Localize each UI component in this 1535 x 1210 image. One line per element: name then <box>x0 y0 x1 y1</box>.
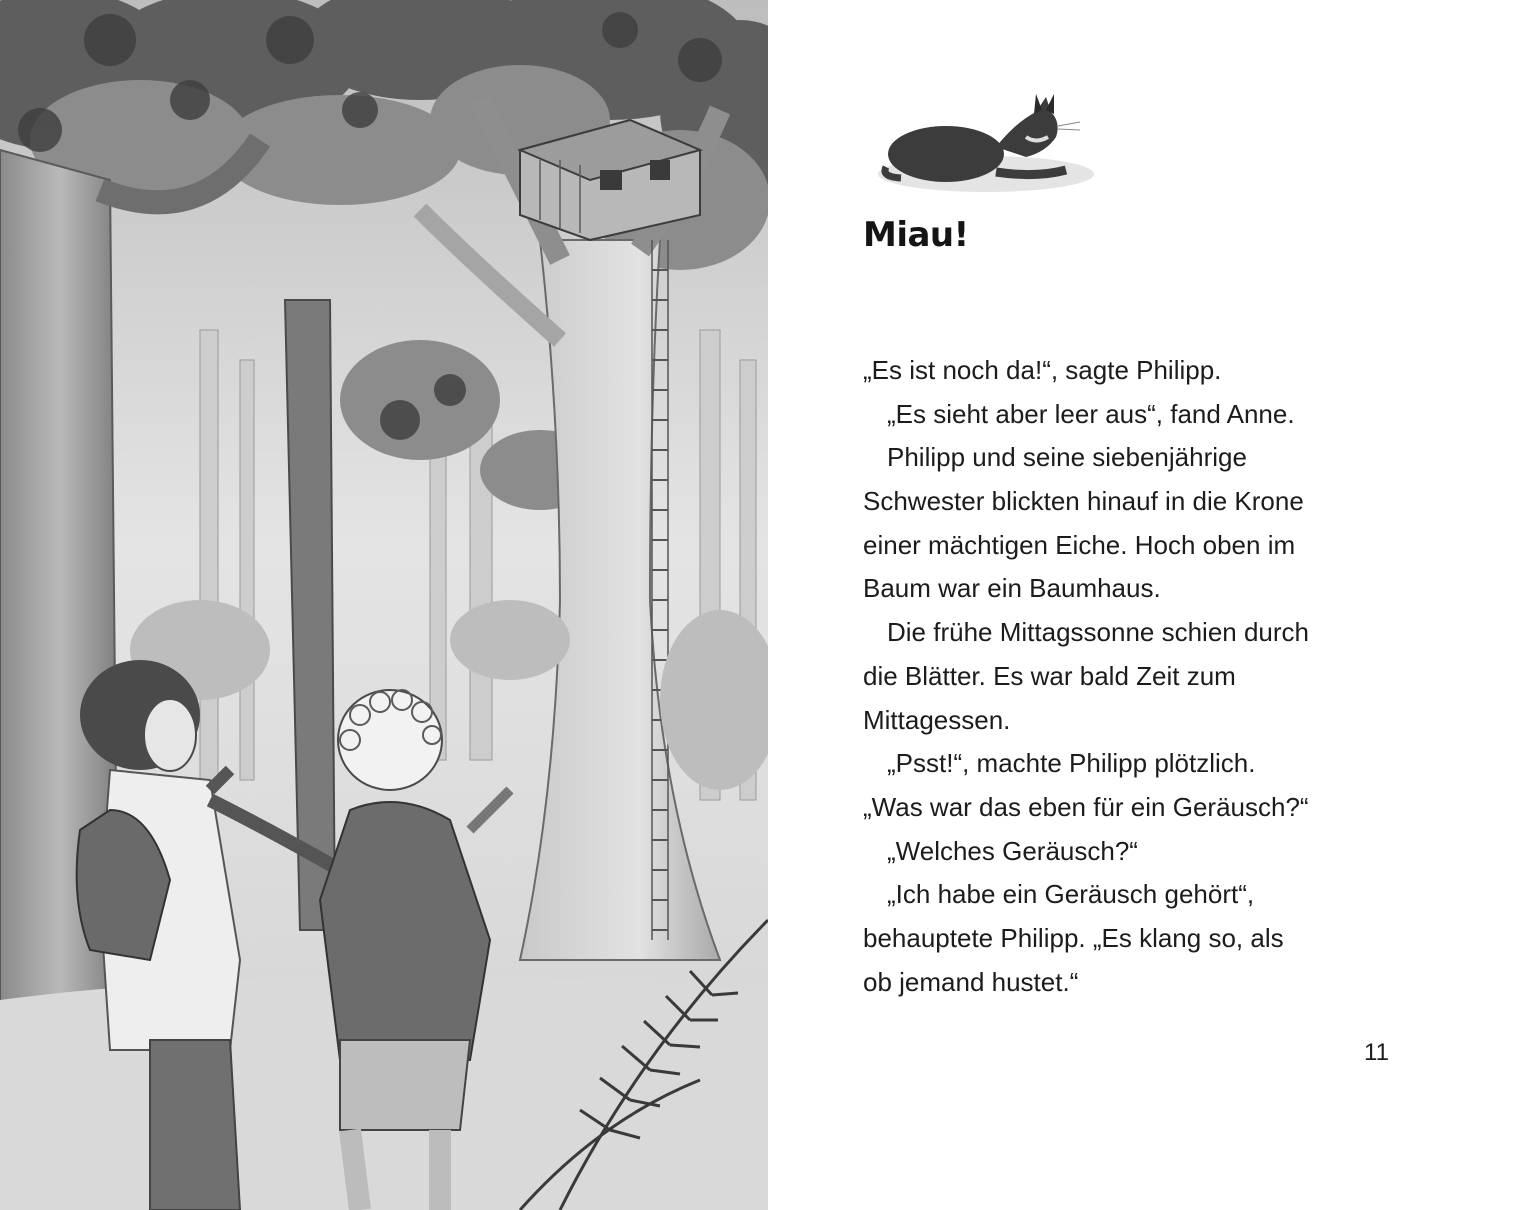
story-line: „Was war das eben für ein Geräusch?“ <box>863 791 1309 822</box>
story-line: Die frühe Mittagssonne schien durch <box>887 617 1310 648</box>
story-line: „Es ist noch da!“, sagte Philipp. <box>863 355 1222 385</box>
text-page <box>768 0 1535 1210</box>
page-number: 11 <box>1364 1039 1389 1066</box>
story-line: Schwester blickten hinauf in die Krone <box>863 486 1304 517</box>
story-text <box>863 349 1423 1004</box>
story-line: einer mächtigen Eiche. Hoch oben im <box>863 529 1296 560</box>
story-line: „Welches Geräusch?“ <box>887 835 1138 866</box>
story-line: die Blätter. Es war bald Zeit zum <box>863 660 1236 691</box>
story-line: ob jemand hustet.“ <box>863 966 1079 997</box>
story-line: „Ich habe ein Geräusch gehört“, <box>887 879 1255 910</box>
story-line: „Es sieht aber leer aus“, fand Anne. <box>887 398 1295 429</box>
story-line: „Psst!“, machte Philipp plötzlich. <box>887 748 1256 779</box>
chapter-title: Miau! <box>863 215 969 255</box>
story-line: Philipp und seine siebenjährige <box>887 442 1247 473</box>
story-line: Mittagessen. <box>863 704 1011 735</box>
black-cat-picture <box>876 82 1096 202</box>
story-line: behauptete Philipp. „Es klang so, als <box>863 922 1284 953</box>
story-line: Baum war ein Baumhaus. <box>863 573 1161 604</box>
